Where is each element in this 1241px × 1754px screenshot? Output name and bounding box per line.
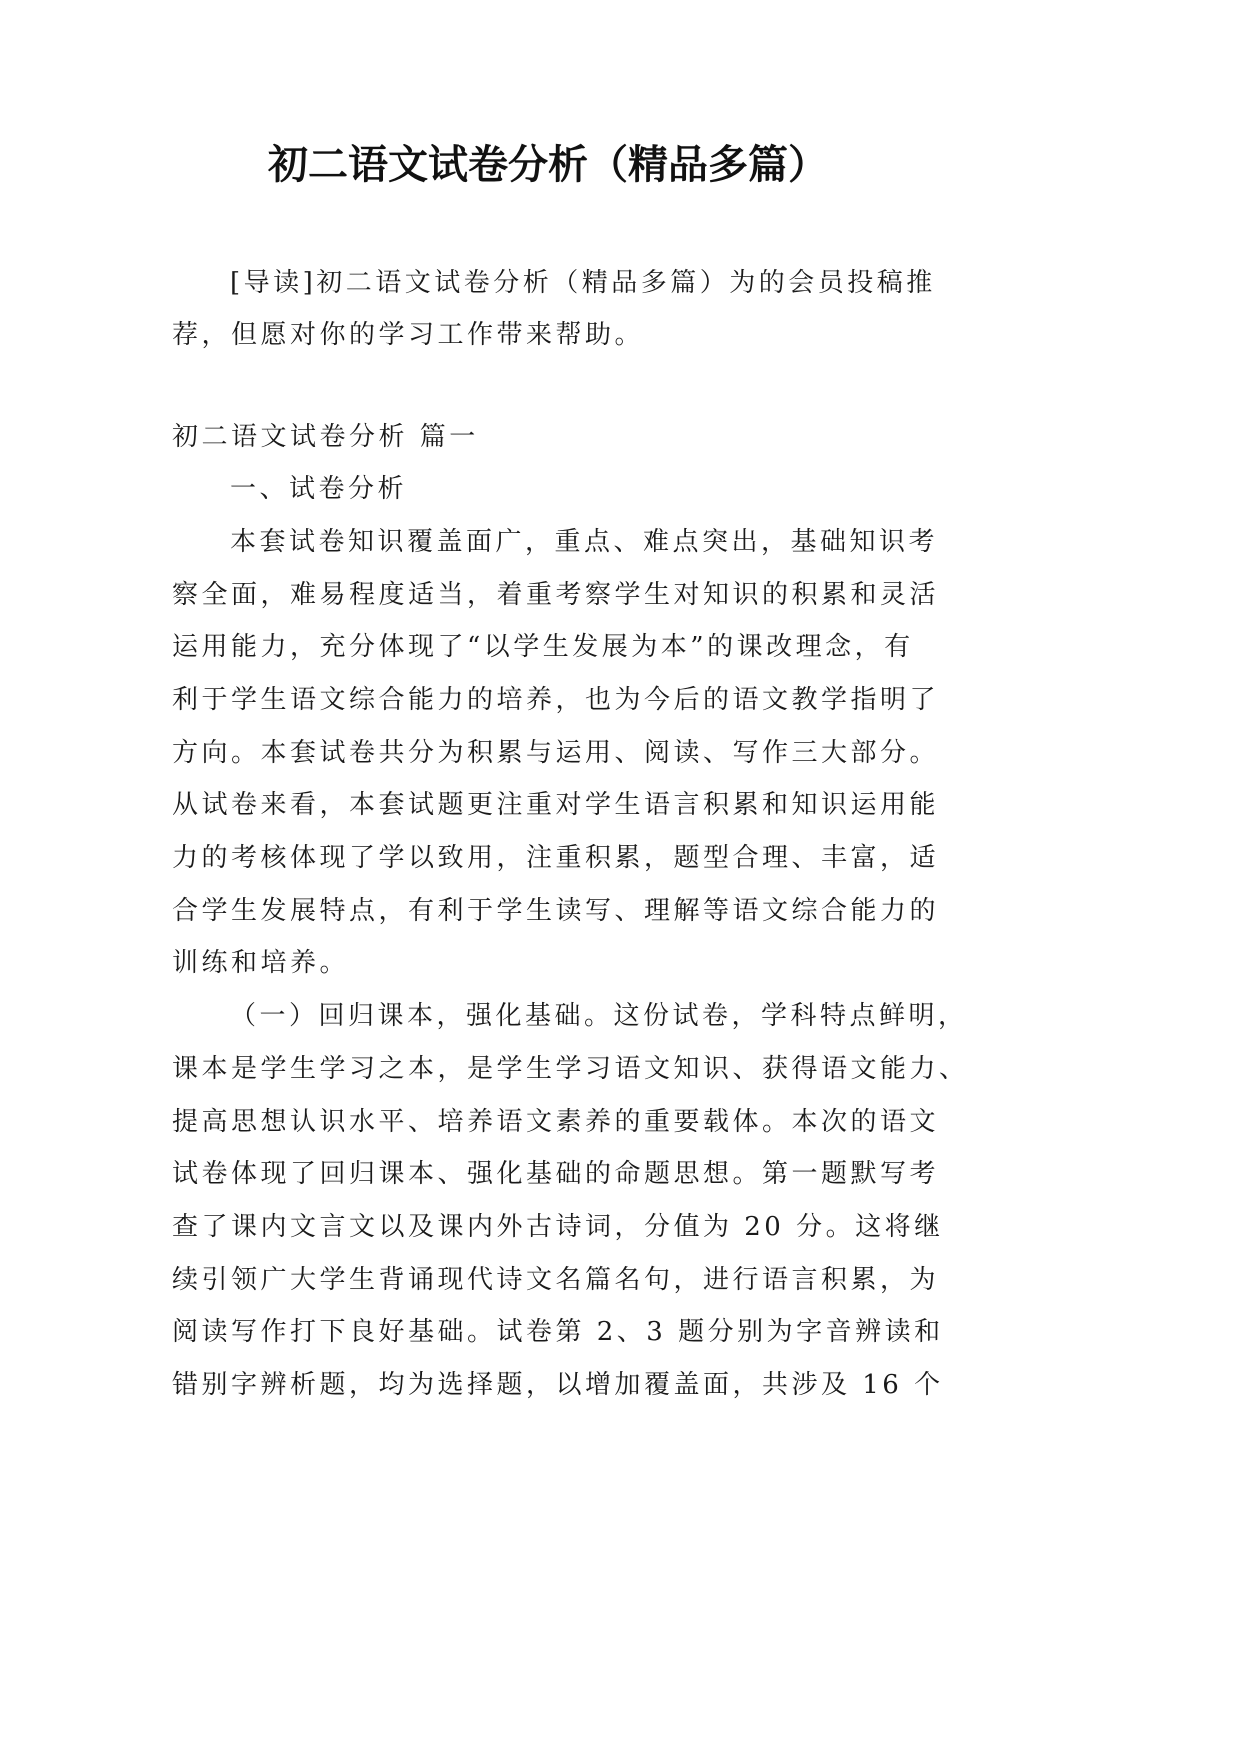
paragraph-line: 利于学生语文综合能力的培养，也为今后的语文教学指明了 <box>172 685 940 716</box>
paragraph-line: 方向。本套试卷共分为积累与运用、阅读、写作三大部分。 <box>172 737 940 768</box>
paragraph-line: 察全面，难易程度适当，着重考察学生对知识的积累和灵活 <box>172 579 940 610</box>
subheading: 一、试卷分析 <box>230 474 408 505</box>
paragraph-line: 查了课内文言文以及课内外古诗词，分值为 20 分。这将继 <box>172 1211 944 1242</box>
paragraph-line: 合学生发展特点，有利于学生读写、理解等语文综合能力的 <box>172 895 940 926</box>
paragraph <box>172 990 992 1412</box>
section-heading: 初二语文试卷分析 篇一 <box>172 421 479 452</box>
paragraph-line: （一）回归课本，强化基础。这份试卷，学科特点鲜明， <box>230 1001 968 1032</box>
paragraph-line: 课本是学生学习之本，是学生学习语文知识、获得语文能力、 <box>172 1053 969 1084</box>
paragraph-line: 试卷体现了回归课本、强化基础的命题思想。第一题默写考 <box>172 1159 940 1190</box>
document-title: 初二语文试卷分析（精品多篇） <box>268 141 828 188</box>
paragraph-line: 本套试卷知识覆盖面广，重点、难点突出，基础知识考 <box>230 526 939 557</box>
paragraph-line: 提高思想认识水平、培养语文素养的重要载体。本次的语文 <box>172 1106 940 1137</box>
paragraph-line: 阅读写作打下良好基础。试卷第 2、3 题分别为字音辨读和 <box>172 1317 944 1348</box>
paragraph-line: 错别字辨析题，均为选择题，以增加覆盖面，共涉及 16 个 <box>172 1369 944 1400</box>
paragraph-line: 力的考核体现了学以致用，注重积累，题型合理、丰富，适 <box>172 843 940 874</box>
paragraph-line: 运用能力，充分体现了“以学生发展为本”的课改理念，有 <box>172 632 914 663</box>
intro-paragraph <box>172 257 992 362</box>
document-body <box>172 257 992 1412</box>
paragraph-line: 训练和培养。 <box>172 948 350 979</box>
intro-line: 荐，但愿对你的学习工作带来帮助。 <box>172 320 645 351</box>
intro-line: [导读]初二语文试卷分析（精品多篇）为的会员投稿推 <box>230 267 936 298</box>
paragraph-line: 从试卷来看，本套试题更注重对学生语言积累和知识运用能 <box>172 790 940 821</box>
paragraph-line: 续引领广大学生背诵现代诗文名篇名句，进行语言积累，为 <box>172 1264 940 1295</box>
paragraph <box>172 516 992 990</box>
